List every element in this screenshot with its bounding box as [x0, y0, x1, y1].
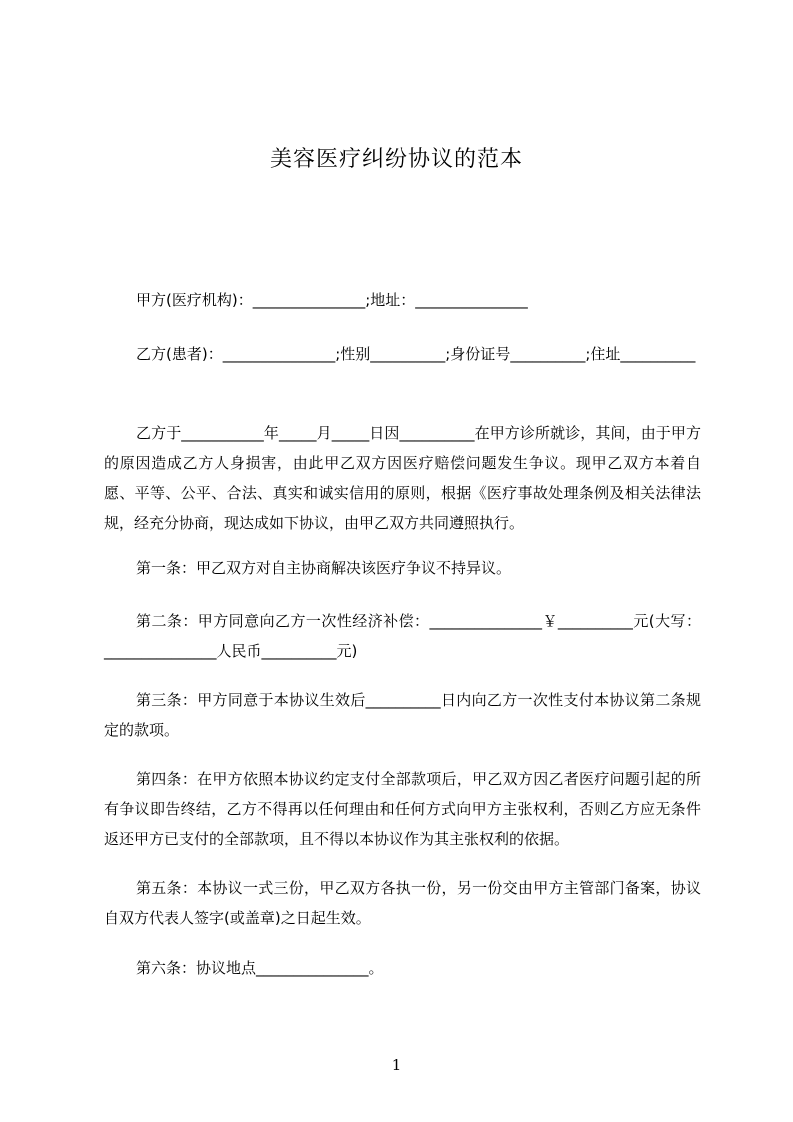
article-6: 第六条：协议地点_______________。	[136, 959, 384, 977]
preamble-paragraph: 乙方于___________年_____月_____日因__________在甲方诊所就诊，其间，由于甲方的原因造成乙方人身损害，由此甲乙双方因医疗赔偿问题发生争议。现甲乙双方本着自愿、平等、公平、合法、真实和诚实信用的原则，根据《医疗事故处理条例及相关法律法规，经充分协商，现达成如下协议，由甲乙双方共同遵照执行。	[104, 424, 701, 532]
party-a-line: 甲方(医疗机构)：_______________;地址：_______________	[136, 291, 528, 309]
party-b-line: 乙方(患者)：_______________;性别__________;身份证号__________;住址__________	[136, 345, 696, 363]
article-3: 第三条：甲方同意于本协议生效后__________日内向乙方一次性支付本协议第二条规定的款项。	[104, 691, 701, 739]
article-5: 第五条：本协议一式三份，甲乙双方各执一份，另一份交由甲方主管部门备案，协议自双方代表人签字(或盖章)之日起生效。	[104, 879, 701, 927]
document-title: 美容医疗纠纷协议的范本	[269, 147, 523, 172]
article-4: 第四条：在甲方依照本协议约定支付全部款项后，甲乙双方因乙者医疗问题引起的所有争议即告终结，乙方不得再以任何理由和任何方式向甲方主张权利，否则乙方应无条件返还甲方已支付的全部款项，且不得以本协议作为其主张权利的依据。	[104, 770, 701, 848]
article-2: 第二条：甲方同意向乙方一次性经济补偿：_______________￥__________元(大写：_______________人民币__________元)	[104, 612, 701, 660]
page-number: 1	[391, 1056, 402, 1074]
article-1: 第一条：甲乙双方对自主协商解决该医疗争议不持异议。	[136, 559, 512, 577]
